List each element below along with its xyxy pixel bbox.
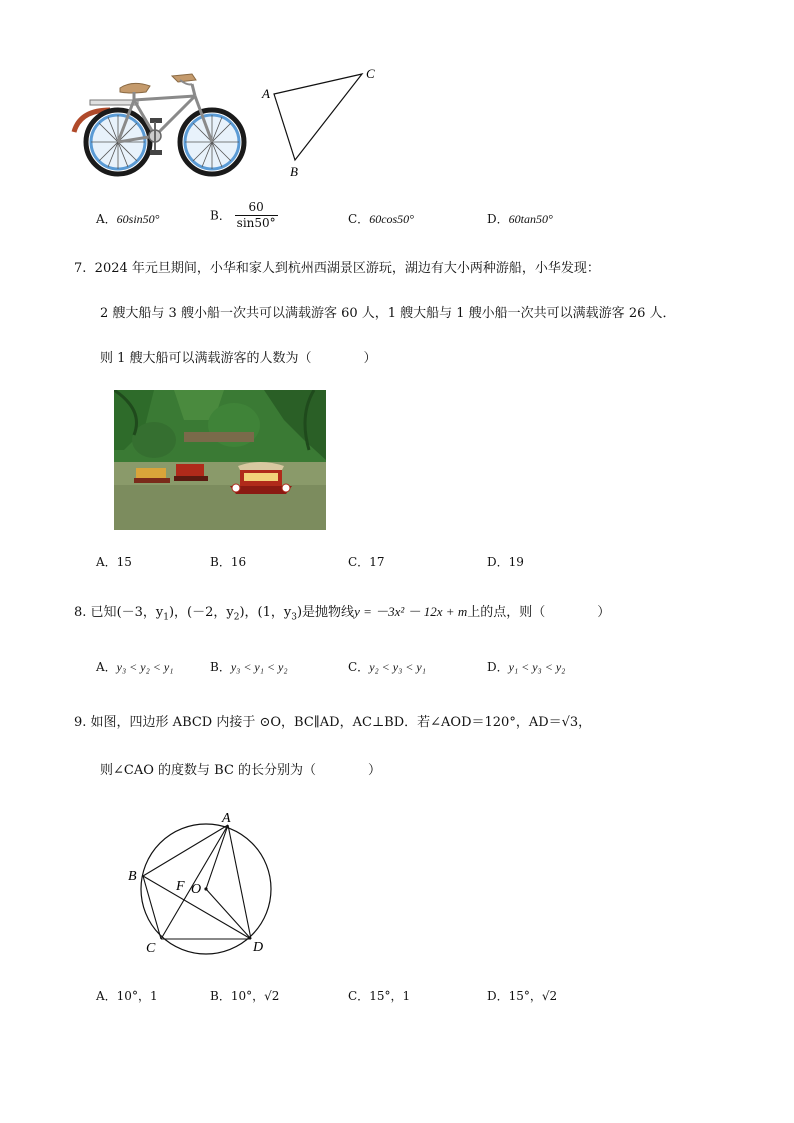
q7-stem-line2: 2 艘大船与 3 艘小船一次共可以满载游客 60 人，1 艘大船与 1 艘小船一次共可以满载游客 26 人． xyxy=(100,306,676,321)
q6-option-d: D．60tan50° xyxy=(487,212,553,226)
label-a: A xyxy=(222,811,231,826)
west-lake-boats-photo xyxy=(114,390,326,530)
q7-stem-line3: 则 1 艘大船可以满载游客的人数为（ ） xyxy=(100,351,377,366)
label-a: A xyxy=(262,86,270,101)
inscribed-quadrilateral-figure xyxy=(120,806,280,956)
q9-option-a: A．10°，1 xyxy=(96,989,158,1003)
label-b: B xyxy=(128,869,137,884)
q8-option-c: C．y₂ < y₃ < y₁ xyxy=(348,660,426,674)
q9-stem-line1: 9. 如图，四边形 ABCD 内接于 ⊙O，BC∥AD，AC⊥BD．若∠AOD＝120°，AD＝√3， xyxy=(74,715,592,730)
q8-option-b: B．y₃ < y₁ < y₂ xyxy=(210,660,288,674)
q9-option-c: C．15°，1 xyxy=(348,989,411,1003)
q6-option-c: C．60cos50° xyxy=(348,212,414,226)
q6-option-a: A．60sin50° xyxy=(96,212,160,226)
q7-option-c: C．17 xyxy=(348,555,385,569)
q8-option-a: A．y₃ < y₂ < y₁ xyxy=(96,660,174,674)
q7-option-a: A．15 xyxy=(96,555,132,569)
q6-option-b: B． $\frac{60}{\sin 50^\circ}$ xyxy=(210,200,276,230)
label-c: C xyxy=(146,941,156,956)
q6-option-b-fraction: $\frac{60}{\sin 50^\circ}$ xyxy=(236,200,276,230)
q8-option-d: D．y₁ < y₃ < y₂ xyxy=(487,660,566,674)
label-b: B xyxy=(290,164,298,179)
bicycle-illustration xyxy=(70,70,250,178)
label-d: D xyxy=(253,940,264,955)
label-c: C xyxy=(366,66,375,81)
q7-option-b: B．16 xyxy=(210,555,247,569)
q7-option-d: D．19 xyxy=(487,555,524,569)
triangle-abc-figure xyxy=(258,64,388,182)
q9-stem-line2: 则∠CAO 的度数与 BC 的长分别为（ ） xyxy=(100,763,382,778)
q8-stem: 8. 已知(－3，$y_1$)，(－2，$y_2$)，(1，$y_3$)是抛物线y = －3x² － 12x + m上的点，则（ ） xyxy=(74,604,611,623)
q9-option-d: D．15°，√2 xyxy=(487,989,558,1003)
q8-parabola-expression: y = －3x² － 12x + m xyxy=(354,604,468,619)
q7-stem-line1: 7. 2024 年元旦期间，小华和家人到杭州西湖景区游玩，湖边有大小两种游船，小华发现： xyxy=(74,261,600,276)
label-f: F xyxy=(176,879,185,894)
label-o: O xyxy=(191,882,202,897)
q9-option-b: B．10°，√2 xyxy=(210,989,280,1003)
